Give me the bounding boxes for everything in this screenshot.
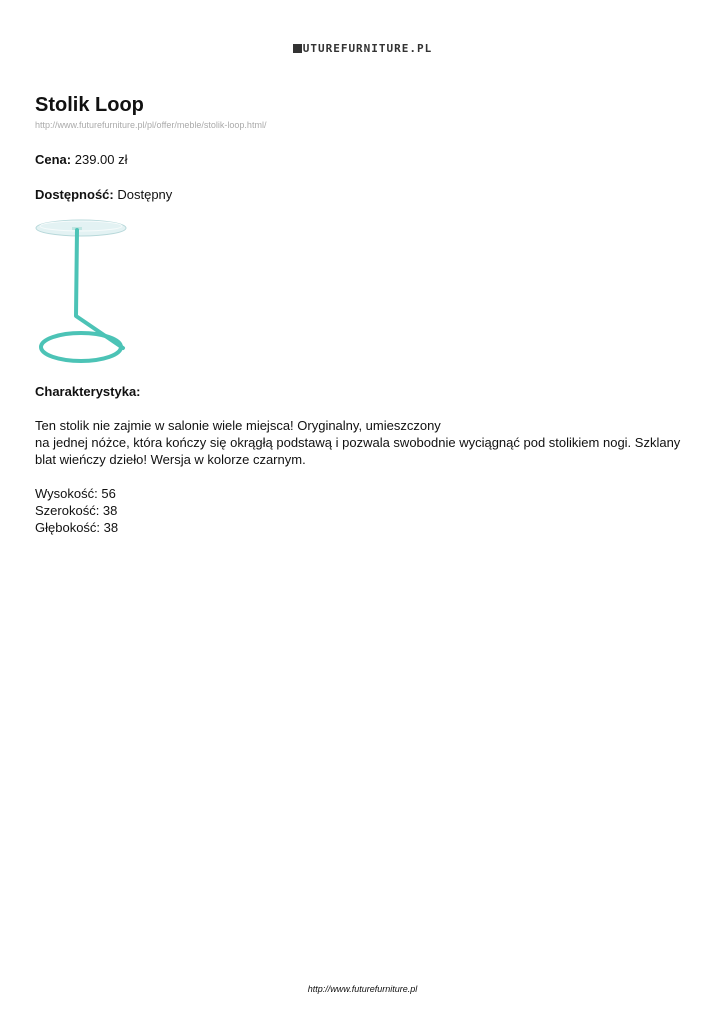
availability-label: Dostępność: — [35, 187, 114, 202]
loop-side-table-icon — [35, 216, 135, 366]
product-description — [35, 417, 695, 468]
characteristics-heading: Charakterystyka: — [35, 384, 141, 399]
product-image — [35, 216, 135, 366]
site-logo — [0, 42, 725, 55]
dimensions-list — [35, 485, 695, 536]
price-row — [35, 152, 695, 167]
availability-row — [35, 187, 695, 202]
dimension-width: Szerokość: 38 — [35, 503, 118, 518]
description-line-2: na jednej nóżce, która kończy się okrągłą podstawą i pozwala swobodnie wyciągnąć pod stolikiem nogi. Szklany blat wieńczy dzieło! Wersja w kolorze czarnym. — [35, 435, 681, 467]
logo-mark-icon — [293, 44, 302, 53]
footer-url[interactable]: http://www.futurefurniture.pl — [307, 984, 418, 994]
dimension-depth: Głębokość: 38 — [35, 520, 119, 535]
availability-value: Dostępny — [117, 187, 173, 202]
price-value: 239.00 zł — [74, 152, 128, 167]
product-sheet — [35, 94, 695, 536]
description-line-1: Ten stolik nie zajmie w salonie wiele miejsca! Oryginalny, umieszczony — [35, 418, 441, 433]
logo-text: UTUREFURNITURE.PL — [302, 42, 433, 55]
dimension-height: Wysokość: 56 — [35, 486, 116, 501]
product-url[interactable]: http://www.futurefurniture.pl/pl/offer/meble/stolik-loop.html/ — [35, 120, 267, 130]
product-title: Stolik Loop — [35, 94, 144, 116]
price-label: Cena: — [35, 152, 72, 167]
